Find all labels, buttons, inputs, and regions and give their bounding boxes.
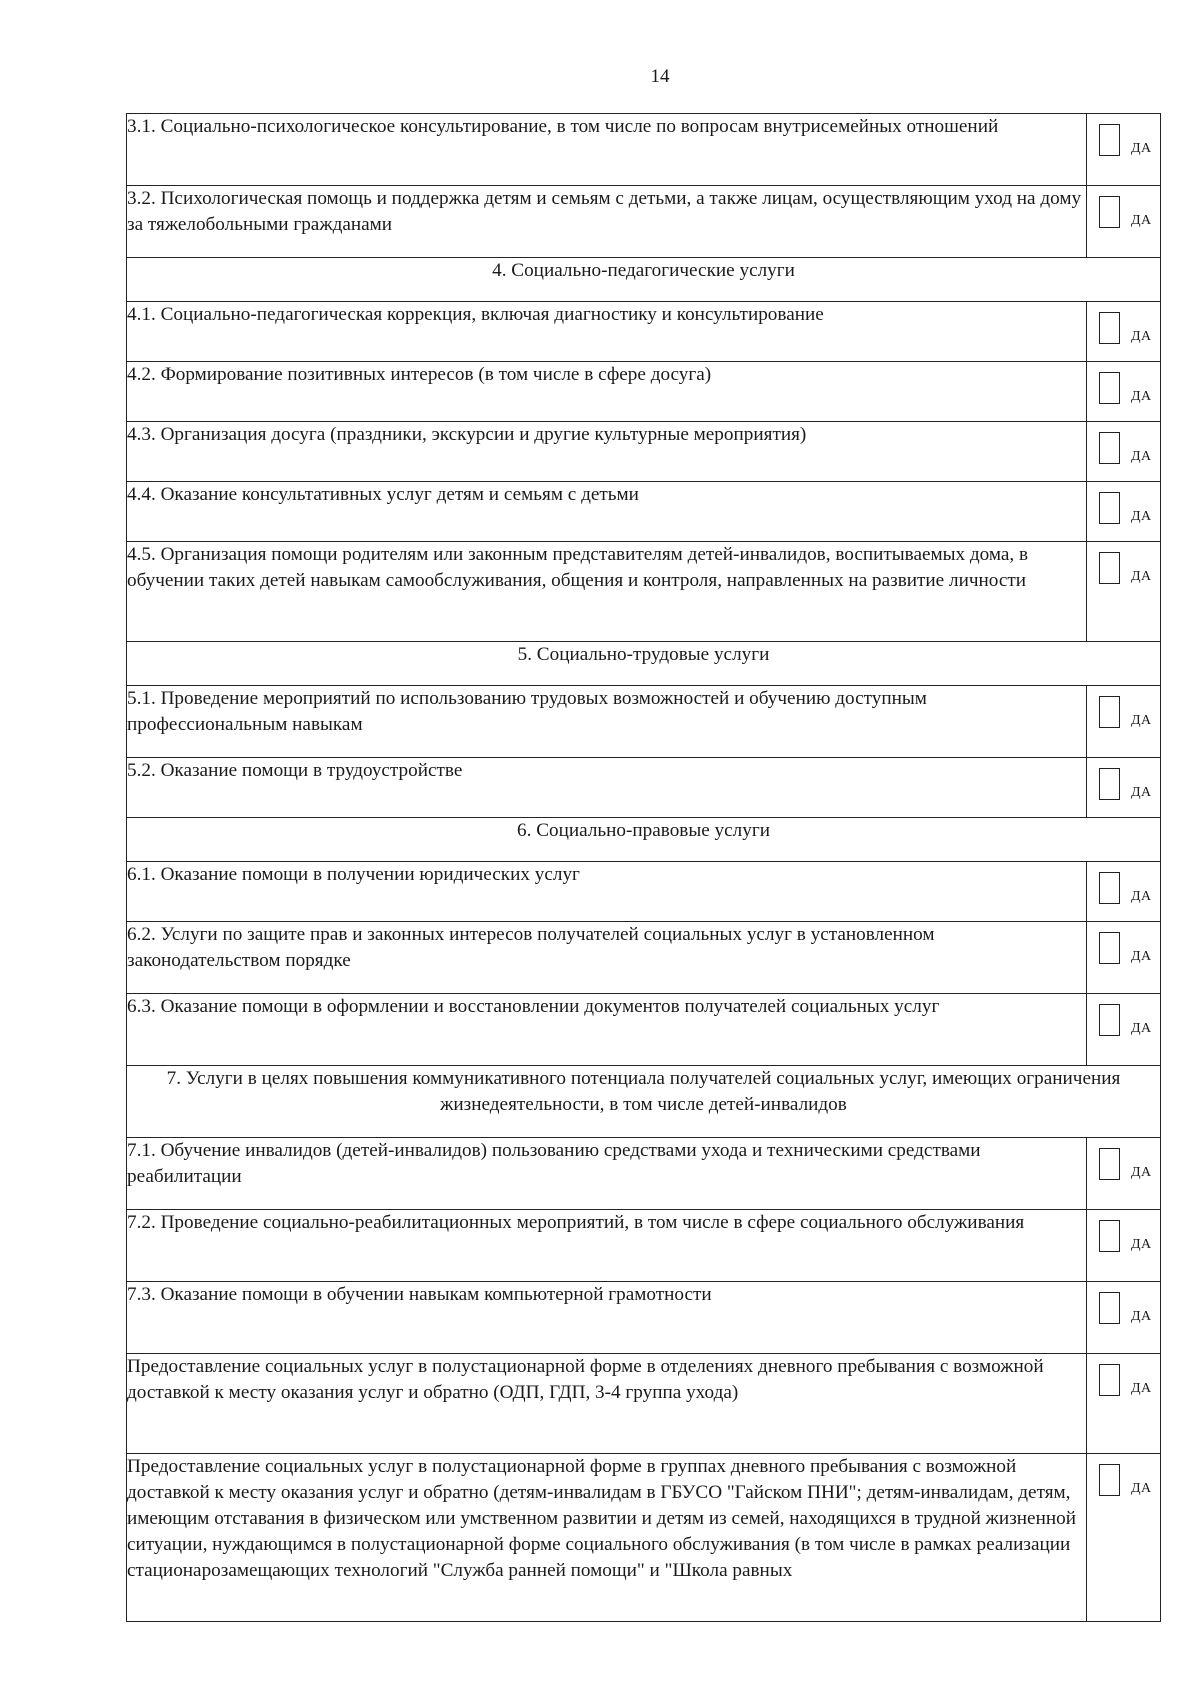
service-row bbox=[127, 422, 1161, 482]
service-text: 4.3. Организация досуга (праздники, экскурсии и другие культурные мероприятия) bbox=[127, 422, 1087, 482]
services-table bbox=[126, 113, 1161, 1622]
service-row bbox=[127, 686, 1161, 758]
yes-checkbox[interactable] bbox=[1099, 1148, 1120, 1180]
yes-label: ДА bbox=[1131, 449, 1152, 464]
yes-checkbox[interactable] bbox=[1099, 312, 1120, 344]
yes-label: ДА bbox=[1131, 1165, 1152, 1180]
service-text: 6.1. Оказание помощи в получении юридических услуг bbox=[127, 862, 1087, 922]
yes-checkbox[interactable] bbox=[1099, 872, 1120, 904]
section-header-row bbox=[127, 1066, 1161, 1138]
service-row bbox=[127, 1138, 1161, 1210]
checkbox-cell bbox=[1087, 542, 1161, 642]
service-text: 6.2. Услуги по защите прав и законных интересов получателей социальных услуг в установленном законодательством порядке bbox=[127, 922, 1087, 994]
checkbox-cell bbox=[1087, 1138, 1161, 1210]
service-text: 7.3. Оказание помощи в обучении навыкам компьютерной грамотности bbox=[127, 1282, 1087, 1354]
service-text: 4.1. Социально-педагогическая коррекция, включая диагностику и консультирование bbox=[127, 302, 1087, 362]
checkbox-cell bbox=[1087, 186, 1161, 258]
checkbox-cell bbox=[1087, 862, 1161, 922]
section-title: 4. Социально-педагогические услуги bbox=[127, 258, 1161, 302]
yes-checkbox[interactable] bbox=[1099, 696, 1120, 728]
service-row bbox=[127, 542, 1161, 642]
yes-checkbox[interactable] bbox=[1099, 932, 1120, 964]
yes-checkbox[interactable] bbox=[1099, 492, 1120, 524]
service-row bbox=[127, 1354, 1161, 1454]
yes-checkbox[interactable] bbox=[1099, 1464, 1120, 1496]
service-row bbox=[127, 1282, 1161, 1354]
yes-label: ДА bbox=[1131, 509, 1152, 524]
yes-label: ДА bbox=[1131, 1481, 1152, 1496]
yes-checkbox[interactable] bbox=[1099, 1364, 1120, 1396]
yes-checkbox[interactable] bbox=[1099, 552, 1120, 584]
service-text: 7.1. Обучение инвалидов (детей-инвалидов) пользованию средствами ухода и техническими средствами реабилитации bbox=[127, 1138, 1087, 1210]
service-row bbox=[127, 1454, 1161, 1622]
service-text: 4.2. Формирование позитивных интересов (в том числе в сфере досуга) bbox=[127, 362, 1087, 422]
yes-label: ДА bbox=[1131, 1381, 1152, 1396]
checkbox-cell bbox=[1087, 422, 1161, 482]
yes-label: ДА bbox=[1131, 1021, 1152, 1036]
section-title: 7. Услуги в целях повышения коммуникативного потенциала получателей социальных услуг, имеющих ограничения жизнедеятельности, в том числе детей-инвалидов bbox=[127, 1066, 1161, 1138]
section-header-row bbox=[127, 818, 1161, 862]
service-row bbox=[127, 922, 1161, 994]
yes-label: ДА bbox=[1131, 329, 1152, 344]
yes-label: ДА bbox=[1131, 1309, 1152, 1324]
service-text: 4.4. Оказание консультативных услуг детям и семьям с детьми bbox=[127, 482, 1087, 542]
service-row bbox=[127, 994, 1161, 1066]
yes-label: ДА bbox=[1131, 713, 1152, 728]
service-text: 4.5. Организация помощи родителям или законным представителям детей-инвалидов, воспитываемых дома, в обучении таких детей навыкам самообслуживания, общения и контроля, направленных на развитие личности bbox=[127, 542, 1087, 642]
checkbox-cell bbox=[1087, 482, 1161, 542]
checkbox-cell bbox=[1087, 758, 1161, 818]
yes-label: ДА bbox=[1131, 785, 1152, 800]
yes-label: ДА bbox=[1131, 569, 1152, 584]
service-text: Предоставление социальных услуг в полустационарной форме в группах дневного пребывания с возможной доставкой к месту оказания услуг и обратно (детям-инвалидам в ГБУСО "Гайском ПНИ"; детям-инвалидам, детям, имеющим отставания в физическом или умственном развитии и детям из семей, находящихся в трудной жизненной ситуации, нуждающимся в полустационарной форме социального обслуживания (в том числе в рамках реализации стационарозамещающих технологий "Служба ранней помощи" и "Школа равных bbox=[127, 1454, 1087, 1622]
service-text: 6.3. Оказание помощи в оформлении и восстановлении документов получателей социальных услуг bbox=[127, 994, 1087, 1066]
yes-label: ДА bbox=[1131, 949, 1152, 964]
service-text: Предоставление социальных услуг в полустационарной форме в отделениях дневного пребывания с возможной доставкой к месту оказания услуг и обратно (ОДП, ГДП, 3-4 группа ухода) bbox=[127, 1354, 1087, 1454]
checkbox-cell bbox=[1087, 1210, 1161, 1282]
service-row bbox=[127, 862, 1161, 922]
service-text: 3.2. Психологическая помощь и поддержка детям и семьям с детьми, а также лицам, осуществляющим уход на дому за тяжелобольными гражданами bbox=[127, 186, 1087, 258]
yes-checkbox[interactable] bbox=[1099, 1220, 1120, 1252]
yes-checkbox[interactable] bbox=[1099, 1004, 1120, 1036]
service-row bbox=[127, 482, 1161, 542]
checkbox-cell bbox=[1087, 1454, 1161, 1622]
checkbox-cell bbox=[1087, 362, 1161, 422]
checkbox-cell bbox=[1087, 994, 1161, 1066]
section-title: 5. Социально-трудовые услуги bbox=[127, 642, 1161, 686]
section-title: 6. Социально-правовые услуги bbox=[127, 818, 1161, 862]
yes-label: ДА bbox=[1131, 889, 1152, 904]
service-row bbox=[127, 362, 1161, 422]
section-header-row bbox=[127, 642, 1161, 686]
yes-label: ДА bbox=[1131, 213, 1152, 228]
yes-label: ДА bbox=[1131, 1237, 1152, 1252]
page-number: 14 bbox=[650, 66, 670, 87]
yes-label: ДА bbox=[1131, 141, 1152, 156]
service-text: 5.2. Оказание помощи в трудоустройстве bbox=[127, 758, 1087, 818]
yes-checkbox[interactable] bbox=[1099, 432, 1120, 464]
checkbox-cell bbox=[1087, 922, 1161, 994]
service-row bbox=[127, 114, 1161, 186]
service-row bbox=[127, 1210, 1161, 1282]
service-text: 5.1. Проведение мероприятий по использованию трудовых возможностей и обучению доступным профессиональным навыкам bbox=[127, 686, 1087, 758]
checkbox-cell bbox=[1087, 686, 1161, 758]
yes-checkbox[interactable] bbox=[1099, 196, 1120, 228]
yes-checkbox[interactable] bbox=[1099, 124, 1120, 156]
yes-checkbox[interactable] bbox=[1099, 768, 1120, 800]
service-text: 7.2. Проведение социально-реабилитационных мероприятий, в том числе в сфере социального обслуживания bbox=[127, 1210, 1087, 1282]
section-header-row bbox=[127, 258, 1161, 302]
checkbox-cell bbox=[1087, 302, 1161, 362]
yes-checkbox[interactable] bbox=[1099, 372, 1120, 404]
yes-label: ДА bbox=[1131, 389, 1152, 404]
checkbox-cell bbox=[1087, 114, 1161, 186]
service-row bbox=[127, 302, 1161, 362]
checkbox-cell bbox=[1087, 1354, 1161, 1454]
service-row bbox=[127, 186, 1161, 258]
service-row bbox=[127, 758, 1161, 818]
yes-checkbox[interactable] bbox=[1099, 1292, 1120, 1324]
checkbox-cell bbox=[1087, 1282, 1161, 1354]
service-text: 3.1. Социально-психологическое консультирование, в том числе по вопросам внутрисемейных отношений bbox=[127, 114, 1087, 186]
